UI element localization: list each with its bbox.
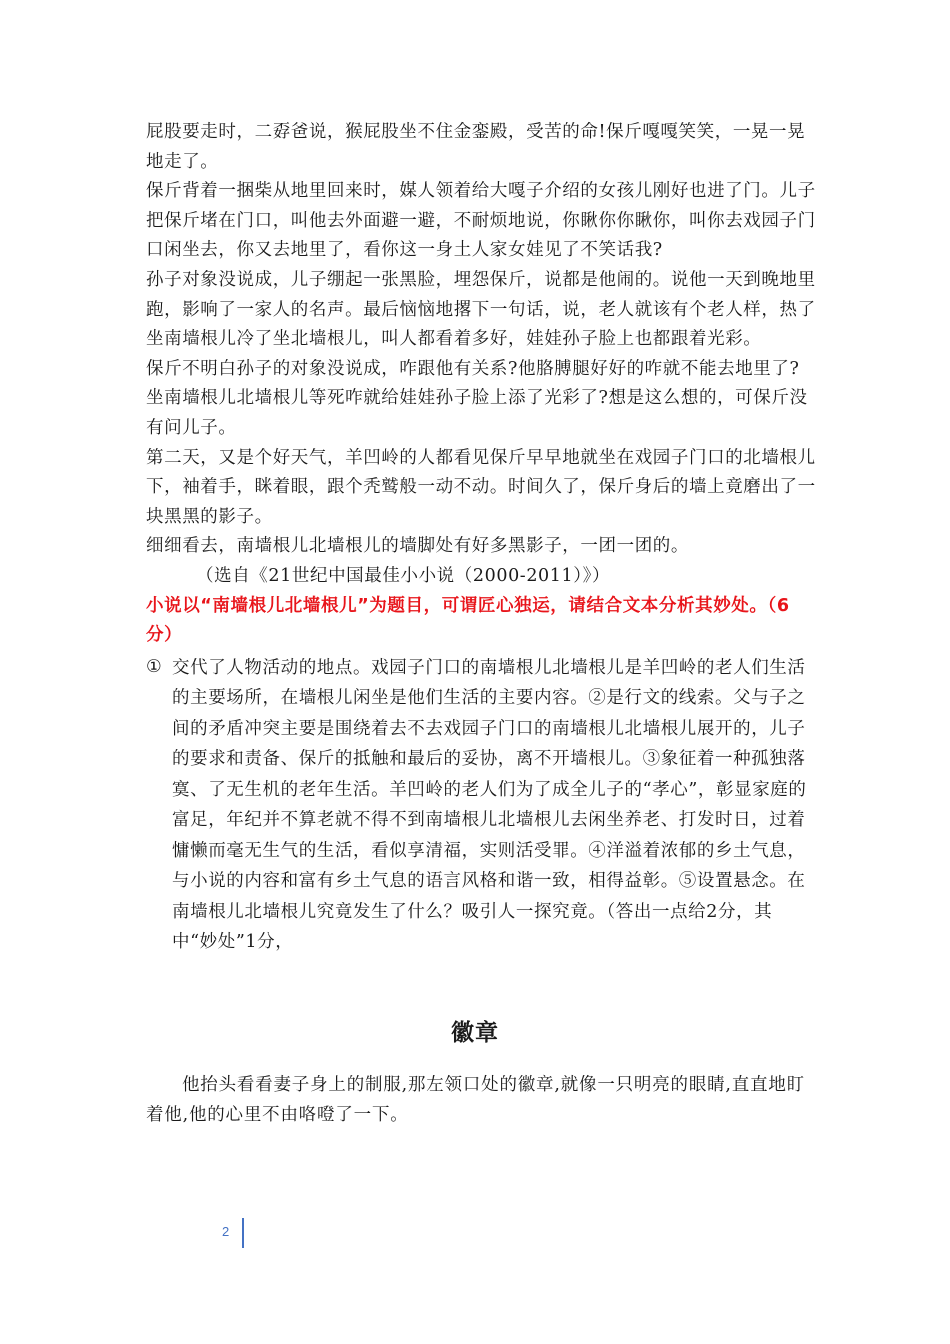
paragraph: 第二天，又是个好天气，羊凹岭的人都看见保斤早早地就坐在戏园子门口的北墙根儿下，袖着手，眯着眼，跟个秃鹫般一动不动。时间久了，保斤身后的墙上竟磨出了一块黑黑的影子。: [146, 447, 816, 527]
exam-question: 小说以“南墙根儿北墙根儿”为题目，可谓匠心独运，请结合文本分析其妙处。（6分）: [146, 595, 790, 646]
story-paragraph: 他抬头看看妻子身上的制服,那左领口处的徽章,就像一只明亮的眼睛,直直地盯着他,他的心里不由咯噔了一下。: [146, 1075, 805, 1125]
answer-block: [146, 653, 816, 958]
story-excerpt: [146, 118, 816, 958]
answer-number: ①: [146, 656, 163, 677]
page-number-rule: [242, 1218, 244, 1248]
paragraph: 细细看去，南墙根儿北墙根儿的墙脚处有好多黑影子，一团一团的。: [146, 536, 689, 557]
paragraph: 保斤背着一捆柴从地里回来时，媒人领着给大嘎子介绍的女孩儿刚好也进了门。儿子把保斤堵在门口，叫他去外面避一避，不耐烦地说，你瞅你你瞅你，叫你去戏园子门口闲坐去，你又去地里了，看你这一身土人家女娃见了不笑话我?: [146, 181, 816, 261]
source-citation: （选自《21世纪中国最佳小小说（2000-2011）》）: [196, 565, 611, 586]
page-number: 2: [222, 1224, 230, 1239]
paragraph: 孙子对象没说成，儿子绷起一张黑脸，埋怨保斤，说都是他闹的。说他一天到晚地里跑，影响了一家人的名声。最后恼恼地撂下一句话，说，老人就该有个老人样，热了坐南墙根儿冷了坐北墙根儿，叫人都看着多好，娃娃孙子脸上也都跟着光彩。: [146, 269, 816, 350]
story-title: 徽章: [451, 1020, 499, 1046]
answer-text: 交代了人物活动的地点。戏园子门口的南墙根儿北墙根儿是羊凹岭的老人们生活的主要场所，在墙根儿闲坐是他们生活的主要内容。②是行文的线索。父与子之间的矛盾冲突主要是围绕着去不去戏园子门口的南墙根儿北墙根儿展开的，儿子的要求和责备、保斤的抵触和最后的妥协，离不开墙根儿。③象征着一种孤独落寞、了无生机的老年生活。羊凹岭的老人们为了成全儿子的“孝心”，彰显家庭的富足，年纪并不算老就不得不到南墙根儿北墙根儿去闲坐养老、打发时日，过着慵懒而毫无生气的生活，看似享清福，实则活受罪。④洋溢着浓郁的乡土气息，与小说的内容和富有乡土气息的语言风格和谐一致，相得益彰。⑤设置悬念。在南墙根儿北墙根儿究竟发生了什么？吸引人一探究竟。（答出一点给2分，其中“妙处”1分，: [172, 657, 807, 953]
paragraph: 保斤不明白孙子的对象没说成，咋跟他有关系?他胳膊腿好好的咋就不能去地里了?坐南墙根儿北墙根儿等死咋就给娃娃孙子脸上添了光彩了?想是这么想的，可保斤没有问儿子。: [146, 358, 808, 438]
paragraph: 屁股要走时，二孬爸说，猴屁股坐不住金銮殿，受苦的命!保斤嘎嘎笑笑，一晃一晃地走了。: [146, 122, 806, 172]
